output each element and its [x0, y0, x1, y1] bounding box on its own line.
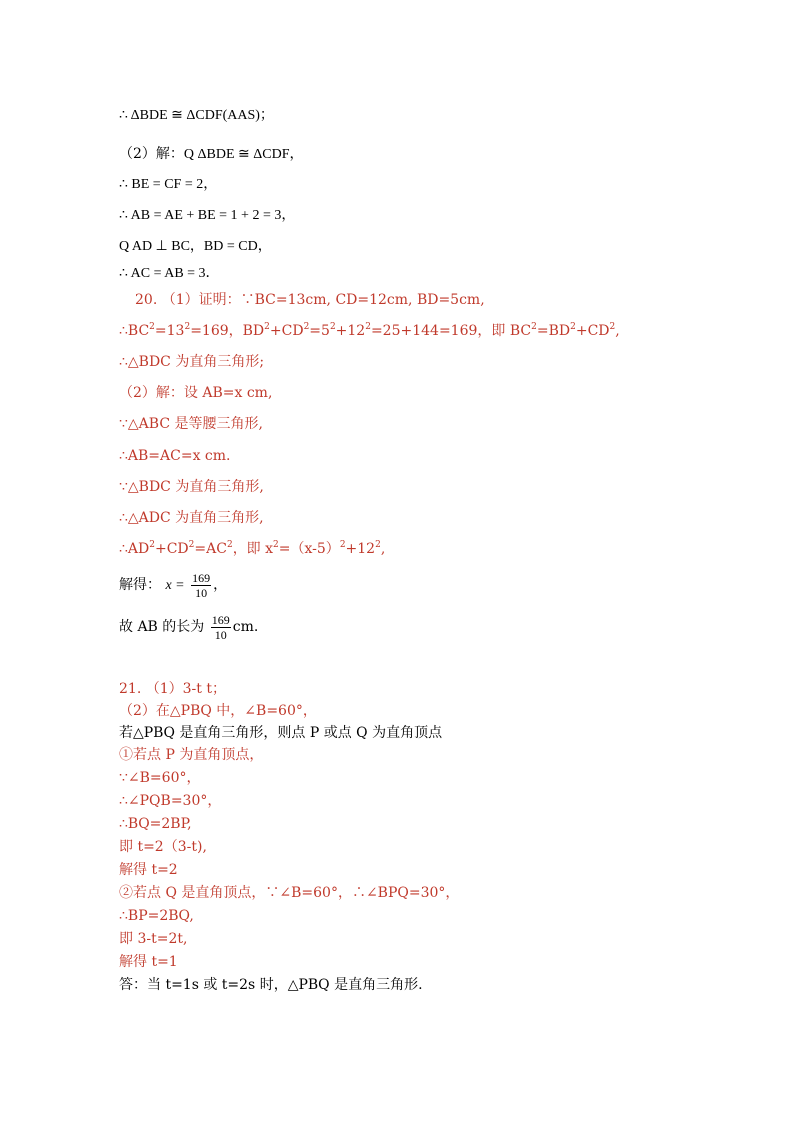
s20-line-5: ∵△ABC 是等腰三角形, [119, 416, 263, 432]
sup-2: 2 [570, 322, 576, 332]
s19-line-3: ∴ BE = CF = 2， [119, 177, 218, 192]
s21-line-13: 解得 t=1 [119, 954, 178, 970]
fraction-numerator: 169 [211, 612, 230, 627]
s21-line-10: ②若点 Q 是直角顶点，∵∠B=60°，∴∠BPQ=30°， [119, 885, 460, 901]
s21-line-3: 若△PBQ 是直角三角形，则点 P 或点 Q 为直角顶点 [119, 725, 443, 741]
sup-2: 2 [149, 322, 155, 332]
s20-l9-f: +12 [345, 541, 376, 557]
s20-l9-d: ，即 x [232, 541, 274, 557]
sup-2: 2 [531, 322, 537, 332]
s19-line-2-math: Q ΔBDE ≅ ΔCDF， [183, 147, 304, 162]
s20-line-11 [119, 610, 258, 644]
s21-line-11: ∴BP=2BQ, [119, 908, 194, 924]
s20-l9-b: +CD [154, 541, 189, 557]
s20-l2-g: =25+144=169，即 BC [370, 323, 532, 339]
fraction-ab [211, 613, 231, 642]
sup-2: 2 [329, 322, 336, 332]
s21-line-4: ①若点 P 为直角顶点， [119, 747, 264, 763]
s20-line-8: ∴△ADC 为直角三角形, [119, 510, 264, 526]
s20-line-4: （2）解：设 AB=x cm, [119, 385, 273, 401]
s21-line-2: （2）在△PBQ 中，∠B=60°， [119, 703, 317, 719]
s20-line-6: ∴AB=AC=x cm. [119, 448, 231, 464]
fraction-denominator: 10 [214, 627, 227, 642]
fraction-numerator: 169 [192, 570, 211, 585]
sup-2: 2 [375, 540, 381, 550]
s20-l2-h: =BD [536, 323, 571, 339]
s20-l9-c: =AC [194, 541, 227, 557]
s20-l9-e: =（x-5） [278, 541, 340, 557]
s19-line-6: ∴ AC = AB = 3． [119, 266, 220, 281]
s20-l9-a: ∴AD [119, 541, 150, 557]
s20-l2-b: =13 [154, 323, 185, 339]
s20-l2-a: ∴BC [119, 323, 150, 339]
s20-l11-prefix: 故 AB 的长为 [119, 619, 205, 635]
s20-l10-var: x = [165, 578, 185, 593]
sup-2: 2 [303, 322, 310, 332]
sup-2: 2 [184, 322, 191, 332]
s20-line-10 [119, 568, 227, 603]
sup-2: 2 [609, 322, 616, 332]
s21-line-7: ∴BQ=2BP, [119, 816, 192, 832]
s20-line-7: ∵△BDC 为直角三角形, [119, 479, 264, 495]
sup-2: 2 [226, 540, 233, 550]
sup-2: 2 [273, 540, 279, 550]
s19-line-4: ∴ AB = AE + BE = 1 + 2 = 3， [119, 208, 296, 223]
fraction-denominator: 10 [195, 585, 208, 600]
sup-2: 2 [188, 540, 195, 550]
s21-line-8: 即 t=2（3-t), [119, 839, 207, 855]
s20-l2-f: +12 [335, 323, 366, 339]
s21-line-14: 答：当 t=1s 或 t=2s 时，△PBQ 是直角三角形. [119, 977, 423, 993]
s20-line-2 [119, 322, 620, 340]
s19-line-2 [119, 145, 304, 164]
fraction-x [191, 571, 211, 600]
s21-line-1: 21. （1）3-t t； [119, 681, 226, 697]
s20-line-1: 20. （1）证明：∵BC=13cm, CD=12cm, BD=5cm, [135, 292, 485, 308]
s20-l10-prefix: 解得： [119, 577, 161, 593]
sup-2: 2 [149, 540, 155, 550]
sup-2: 2 [339, 540, 346, 550]
s20-line-9 [119, 540, 385, 558]
s20-l2-e: =5 [309, 323, 330, 339]
s21-line-5: ∵∠B=60°， [119, 770, 201, 786]
s20-l2-i: +CD [575, 323, 610, 339]
s19-line-5: Q AD ⊥ BC，BD = CD， [119, 239, 272, 254]
s20-l11-suffix: cm. [232, 619, 259, 635]
sup-2: 2 [365, 322, 371, 332]
sup-2: 2 [264, 322, 270, 332]
s20-l2-c: =169，BD [190, 323, 265, 339]
s21-line-9: 解得 t=2 [119, 862, 178, 878]
s20-l10-suffix: ， [213, 577, 228, 593]
s19-line-1: ∴ ΔBDE ≅ ΔCDF(AAS)； [119, 108, 274, 123]
s20-l2-d: +CD [269, 323, 304, 339]
s19-line-2-prefix: （2）解： [119, 146, 184, 162]
s21-line-6: ∴∠PQB=30°， [119, 793, 222, 809]
s20-l9-g: , [380, 541, 386, 557]
s20-line-3: ∴△BDC 为直角三角形; [119, 354, 265, 370]
s21-line-12: 即 3-t=2t, [119, 931, 188, 947]
s20-l2-j: , [615, 323, 620, 339]
